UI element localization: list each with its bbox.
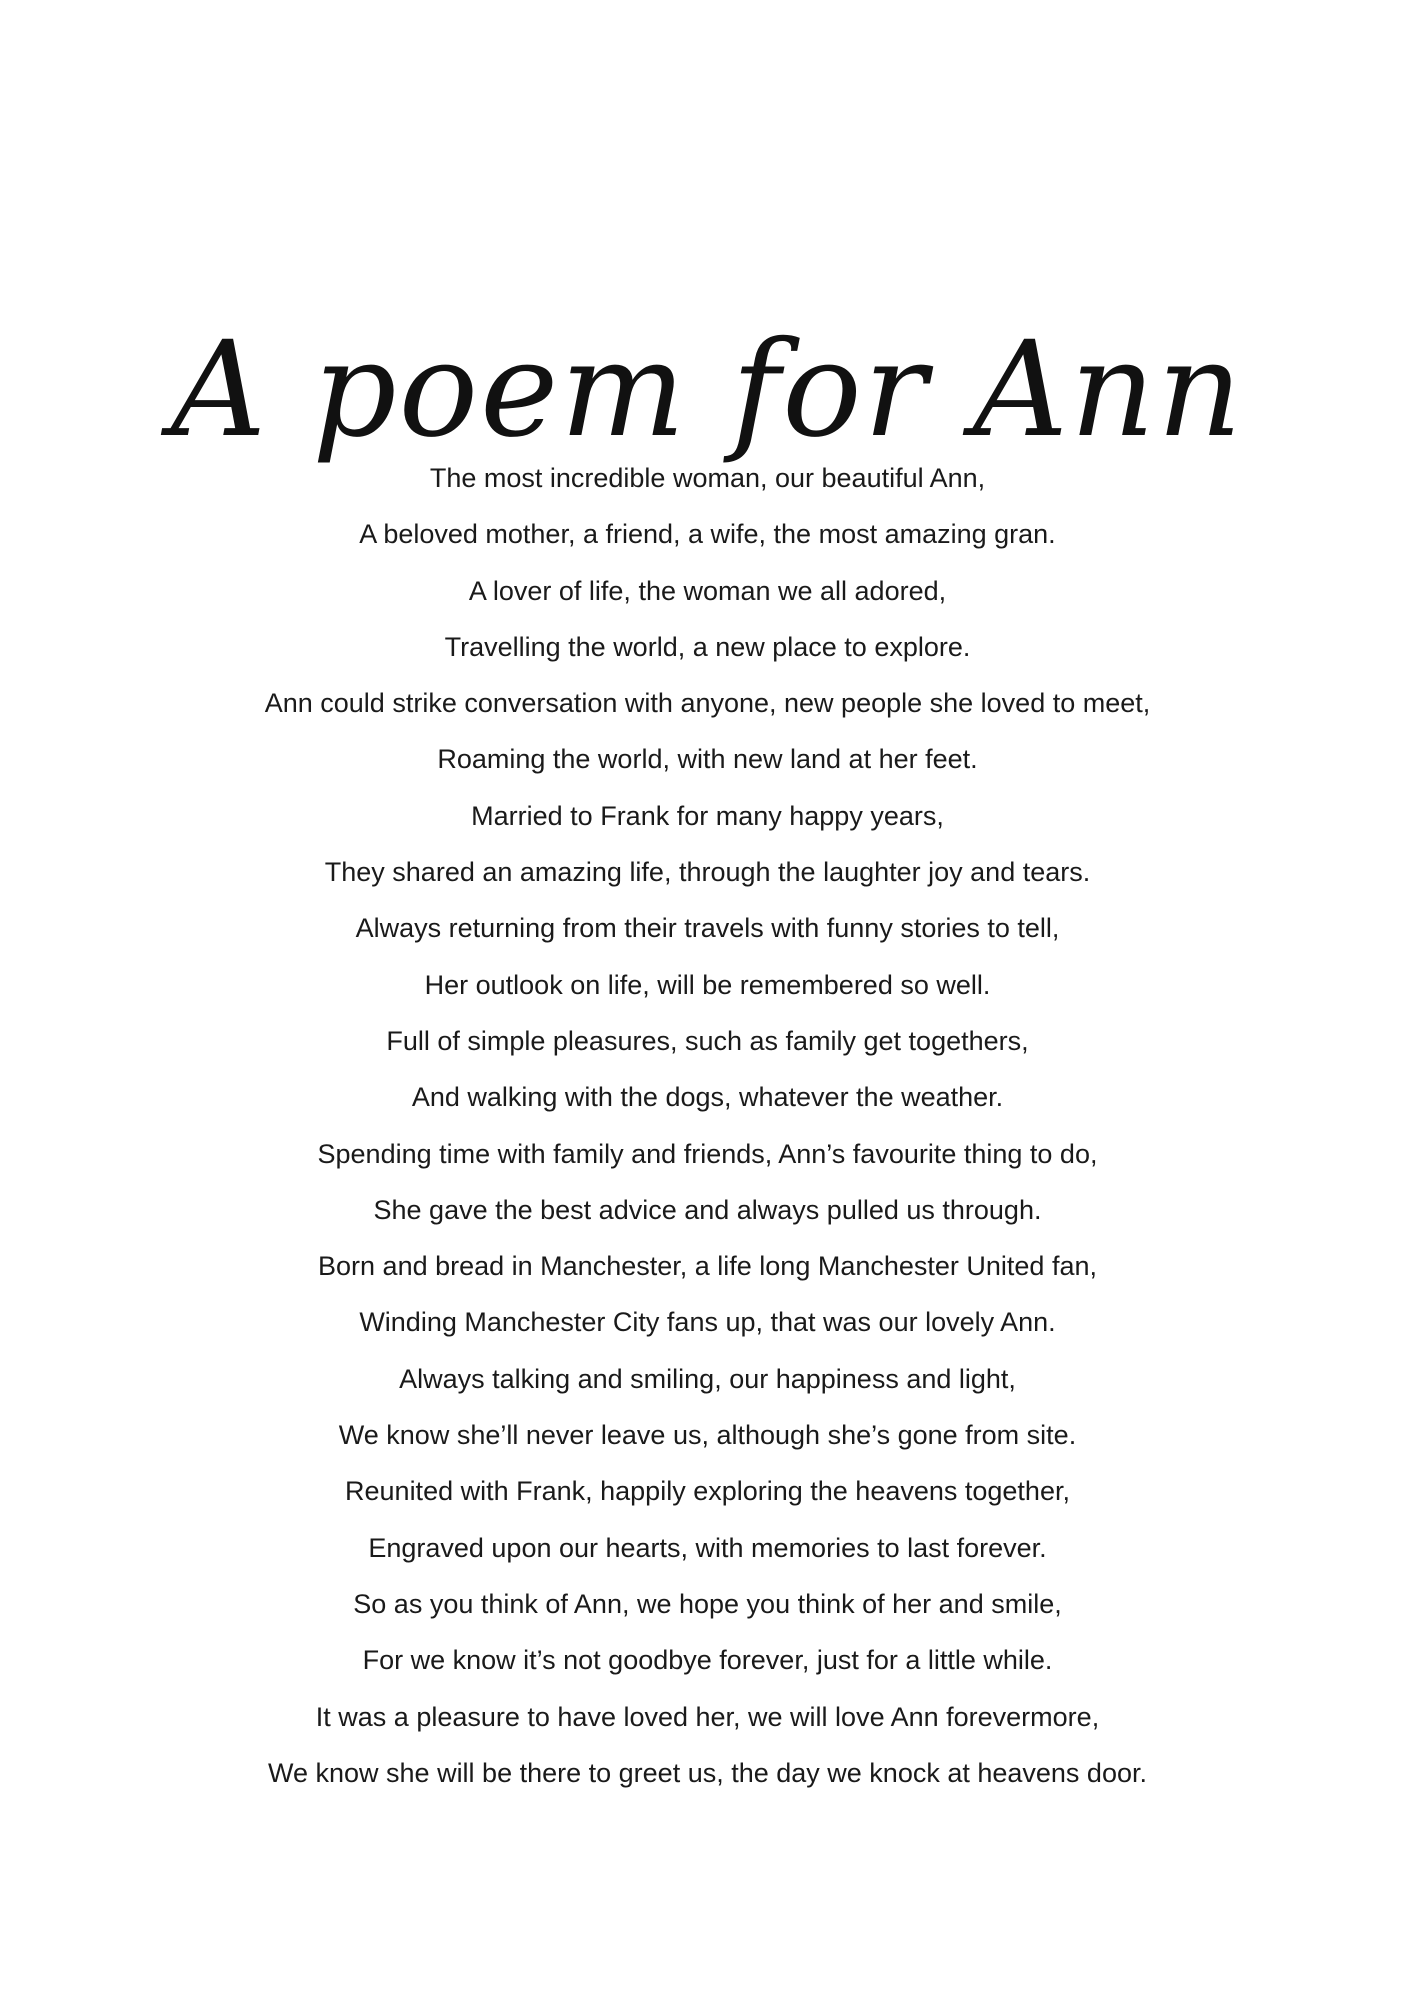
poem-line: We know she’ll never leave us, although she’s gone from site. bbox=[338, 1420, 1077, 1451]
poem-line: A lover of life, the woman we all adored, bbox=[468, 575, 947, 606]
poem-line: Spending time with family and friends, Ann’s favourite thing to do, bbox=[317, 1138, 1098, 1169]
poem-line: Winding Manchester City fans up, that was our lovely Ann. bbox=[359, 1307, 1056, 1338]
poem-line: So as you think of Ann, we hope you think of her and smile, bbox=[353, 1588, 1062, 1619]
poem-line: Reunited with Frank, happily exploring the heavens together, bbox=[345, 1476, 1070, 1507]
poem-line: And walking with the dogs, whatever the weather. bbox=[411, 1082, 1004, 1113]
poem-line: Engraved upon our hearts, with memories to last forever. bbox=[368, 1532, 1047, 1563]
poem-line: Roaming the world, with new land at her feet. bbox=[437, 744, 978, 775]
poem-line: She gave the best advice and always pulled us through. bbox=[373, 1194, 1042, 1225]
poem-line: They shared an amazing life, through the laughter joy and tears. bbox=[324, 857, 1091, 888]
poem-line: We know she will be there to greet us, the day we knock at heavens door. bbox=[267, 1757, 1147, 1788]
poem-line: Married to Frank for many happy years, bbox=[471, 800, 944, 831]
poem-title: A poem for Ann bbox=[170, 313, 1245, 468]
poem-line: Her outlook on life, will be remembered so well. bbox=[424, 969, 991, 1000]
poem-line: For we know it’s not goodbye forever, just for a little while. bbox=[362, 1645, 1053, 1676]
poem-body bbox=[0, 450, 1415, 1801]
poem-line: Always returning from their travels with funny stories to tell, bbox=[355, 913, 1060, 944]
poem-line: Full of simple pleasures, such as family get togethers, bbox=[386, 1025, 1029, 1056]
poem-line: Always talking and smiling, our happiness and light, bbox=[399, 1363, 1016, 1394]
poem-line: Born and bread in Manchester, a life long Manchester United fan, bbox=[318, 1251, 1097, 1282]
poem-line: Ann could strike conversation with anyone, new people she loved to meet, bbox=[264, 688, 1151, 719]
poem-line: It was a pleasure to have loved her, we will love Ann forevermore, bbox=[315, 1701, 1100, 1732]
poem-line: Travelling the world, a new place to explore. bbox=[444, 631, 971, 662]
poem-line: The most incredible woman, our beautiful Ann, bbox=[429, 463, 986, 493]
poem-line: A beloved mother, a friend, a wife, the most amazing gran. bbox=[359, 519, 1056, 550]
